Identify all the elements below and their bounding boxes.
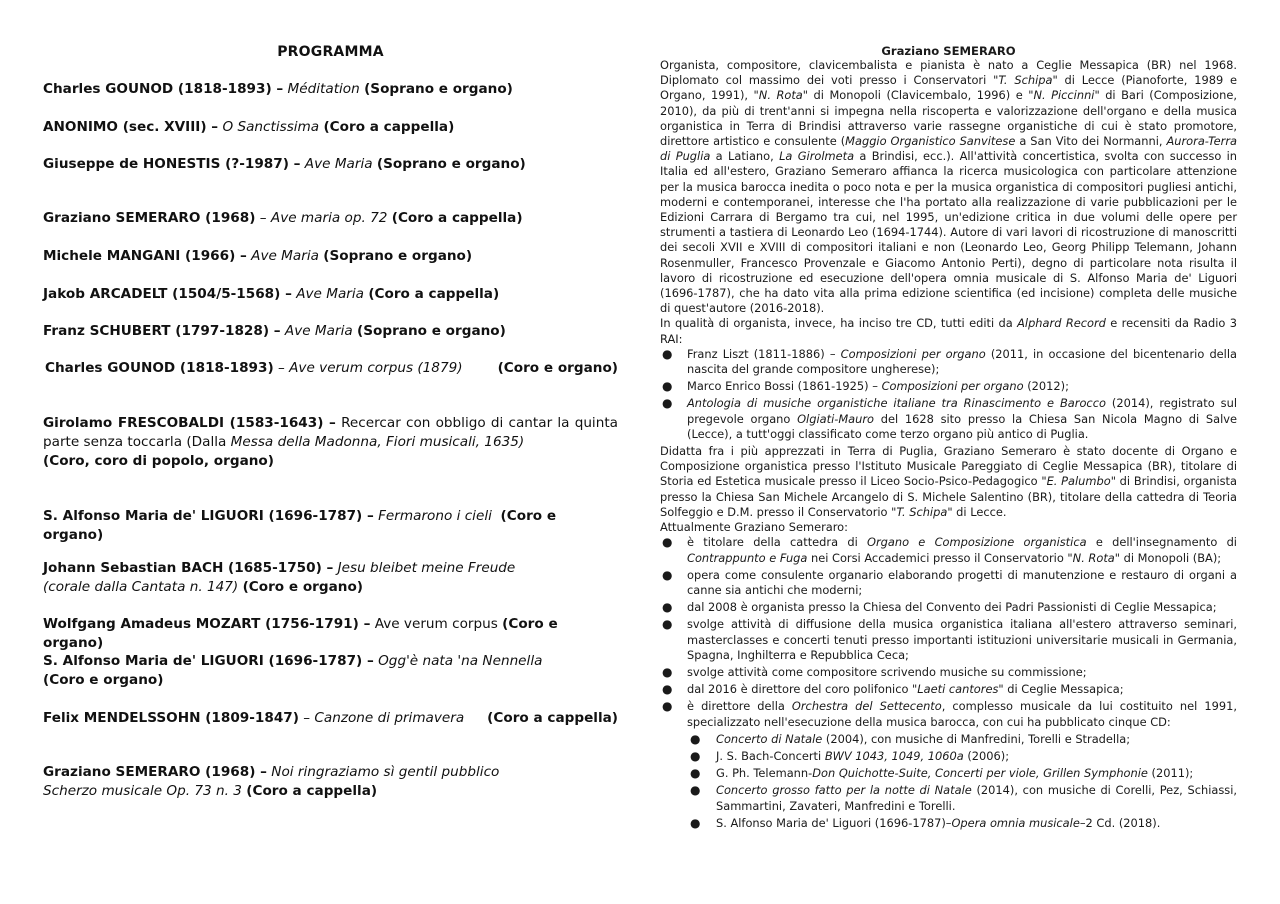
programme-entry: S. Alfonso Maria de' LIGUORI (1696-1787) – Fermarono i cieli (Coro e organo) [43, 508, 557, 543]
biography [660, 44, 1237, 833]
list-item: ● dal 2008 è organista presso la Chiesa del Convento dei Padri Passionisti di Ceglie Messapica; [662, 600, 1217, 615]
bullet-icon: ● [662, 396, 673, 411]
list-item: ● G. Ph. Telemann-Don Quichotte-Suite, Concerti per viole, Grillen Symphonie (2011); [690, 766, 1194, 781]
bullet-icon: ● [662, 682, 673, 697]
list-item: ● Antologia di musiche organistiche italiane tra Rinascimento e Barocco (2014), registrato sul pregevole organo Olgiati-Mauro del 1628 sito presso la Chiesa San Nicola Magno di Salve (Lecce), a tutt'oggi classificato come terzo organo più antico di Puglia. [662, 396, 1238, 441]
list-item: ● Franz Liszt (1811-1886) – Composizioni per organo (2011, in occasione del bicentenario della nascita del grande compositore ungherese); [662, 346, 1237, 377]
programme-entry: Wolfgang Amadeus MOZART (1756-1791) – Ave verum corpus (Coro e organo) [43, 616, 558, 651]
programme-entry: Franz SCHUBERT (1797-1828) – Ave Maria (Soprano e organo) [43, 323, 506, 339]
programme-entry: Girolamo FRESCOBALDI (1583-1643) – Recercar con obbligo di cantar la quinta parte senza toccarla (Dalla Messa della Madonna, Fiori musicali, 1635) (Coro, coro di popolo, organo) [43, 415, 618, 469]
bullet-icon: ● [662, 617, 673, 632]
bullet-icon: ● [690, 731, 701, 746]
list-item: ● S. Alfonso Maria de' Liguori (1696-1787)–Opera omnia musicale–2 Cd. (2018). [690, 815, 1161, 830]
list-item: ● J. S. Bach-Concerti BWV 1043, 1049, 1060a (2006); [690, 748, 1010, 763]
bullet-icon: ● [690, 783, 701, 798]
bullet-icon: ● [690, 766, 701, 781]
programme-entry: Johann Sebastian BACH (1685-1750) – Jesu bleibet meine Freude (corale dalla Cantata n. 147) (Coro e organo) [43, 560, 516, 595]
programme-entry: Charles GOUNOD (1818-1893) – Méditation (Soprano e organo) [43, 81, 513, 97]
cd-list [660, 347, 1237, 442]
programme-entry: Graziano SEMERARO (1968) – Noi ringraziamo sì gentil pubblico Scherzo musicale Op. 73 n. 3 (Coro a cappella) [43, 764, 500, 799]
biography-paragraph: Didatta fra i più apprezzati in Terra di Puglia, Graziano Semeraro è stato docente di Organo e Composizione organistica presso l'Istituto Musicale Pareggiato di Ceglie Messapica (BR), titolare di Storia ed Estetica musicale presso il Liceo Socio-Psico-Pedagogico "E. Palumbo" di Brindisi, organista presso la Chiesa San Michele Arcangelo di S. Michele Salentino (BR), titolare della cattedra di Teoria Solfeggio e D.M. presso il Conservatorio "T. Schipa" di Lecce. [660, 444, 1237, 519]
list-item: ● opera come consulente organario elaborando progetti di manutenzione e restauro di organi a canne sia antichi che moderni; [662, 567, 1237, 597]
list-item: ● è direttore della Orchestra del Settecento, complesso musicale da lui costituito nel 1991, specializzato nell'esecuzione della musica barocca, con cui ha pubblicato cinque CD: [662, 699, 1237, 729]
list-item: ● Concerto grosso fatto per la notte di Natale (2014), con musiche di Corelli, Pez, Schiassi, Sammartini, Zavateri, Manfredini e Torelli. [690, 783, 1238, 813]
list-item: ● Marco Enrico Bossi (1861-1925) – Composizioni per organo (2012); [662, 379, 1069, 394]
programme-entry: Jakob ARCADELT (1504/5-1568) – Ave Maria (Coro a cappella) [43, 286, 500, 302]
bullet-icon: ● [690, 748, 701, 763]
bullet-icon: ● [662, 567, 673, 582]
programme-entry: Graziano SEMERARO (1968) – Ave maria op. 72 (Coro a cappella) [43, 210, 523, 226]
biography-title: Graziano SEMERARO [881, 44, 1016, 58]
current-activities-list [660, 535, 1237, 729]
bullet-icon: ● [662, 535, 673, 550]
programme-entry: Felix MENDELSSOHN (1809-1847) – Canzone di primavera (Coro a cappella) [43, 710, 618, 726]
bullet-icon: ● [662, 664, 673, 679]
bullet-icon: ● [662, 600, 673, 615]
programme-entry: Charles GOUNOD (1818-1893) – Ave verum corpus (1879) (Coro e organo) [45, 360, 618, 376]
biography-paragraph: In qualità di organista, invece, ha inciso tre CD, tutti editi da Alphard Record e recensiti da Radio 3 RAI: [660, 316, 1237, 346]
list-item: ● svolge attività come compositore scrivendo musiche su commissione; [662, 664, 1087, 679]
biography-paragraph: Attualmente Graziano Semeraro: [660, 520, 848, 535]
bullet-icon: ● [662, 699, 673, 714]
orchestra-cd-list [660, 732, 1237, 831]
biography-paragraph: Organista, compositore, clavicembalista e pianista è nato a Ceglie Messapica (BR) nel 1968. Diplomato col massimo dei voti presso i Conservatori "T. Schipa" di Lecce (Pianoforte, 1989 e Organo, 1991), "N. Rota" di Monopoli (Clavicembalo, 1996) e "N. Piccinni" di Bari (Composizione, 2010), da più di trent'anni si impegna nella riscoperta e valorizzazione dell'organo e della musica organistica in Terra di Brindisi attraverso varie rassegne organistiche di cui è stato promotore, direttore artistico e consulente (Maggio Organistico Sanvitese a San Vito dei Normanni, Aurora-Terra di Puglia a Latiano, La Girolmeta a Brindisi, ecc.). All'attività concertistica, svolta con successo in Italia ed all'estero, Graziano Semeraro affianca la ricerca musicologica con particolare attenzione per la musica barocca inedita o poco nota e per la musica organistica di compositori pugliesi antichi, moderni e contemporanei, interesse che l'ha portato alla realizzazione di varie pubblicazioni per le Edizioni Carrara di Bergamo tra cui, nel 1995, un'edizione critica in due volumi delle opere per strumenti a tastiera di Leonardo Leo (1694-1744). Autore di vari lavori di ricostruzione di manoscritti dei secoli XVII e XVIII di compositori italiani e non (Leonardo Leo, Georg Philipp Telemann, Johann Rosenmuller, Francesco Provenzale e Giacomo Antonio Perti), degno di particolare nota risulta il lavoro di ricostruzione ed esecuzione dell'opera omnia musicale di S. Alfonso Maria de' Liguori (1696-1787), che ha dato vita alla prima edizione scientifica (ed incisione) completa delle musiche di quest'autore (2016-2018). [660, 58, 1238, 316]
programme-entry: Michele MANGANI (1966) – Ave Maria (Soprano e organo) [43, 248, 473, 264]
list-item: ● è titolare della cattedra di Organo e Composizione organistica e dell'insegnamento di Contrappunto e Fuga nei Corsi Accademici presso il Conservatorio "N. Rota" di Monopoli (BA); [662, 535, 1237, 565]
bullet-icon: ● [662, 379, 673, 394]
programme-entry: Giuseppe de HONESTIS (?-1987) – Ave Maria (Soprano e organo) [43, 156, 526, 172]
programme-title: PROGRAMMA [277, 44, 384, 60]
programme-entry: ANONIMO (sec. XVIII) – O Sanctissima (Coro a cappella) [43, 119, 455, 135]
bullet-icon: ● [690, 815, 701, 830]
bullet-icon: ● [662, 346, 673, 361]
list-item: ● dal 2016 è direttore del coro polifonico "Laeti cantores" di Ceglie Messapica; [662, 682, 1124, 697]
list-item: ● svolge attività di diffusione della musica organistica italiana all'estero attraverso seminari, masterclasses e concerti tenuti presso importanti istituzioni universitarie musicali in Germania, Spagna, Inghilterra e Repubblica Ceca; [662, 617, 1237, 662]
list-item: ● Concerto di Natale (2004), con musiche di Manfredini, Torelli e Stradella; [690, 731, 1131, 746]
programme-entry: S. Alfonso Maria de' LIGUORI (1696-1787) – Ogg'è nata 'na Nennella (Coro e organo) [43, 653, 543, 688]
